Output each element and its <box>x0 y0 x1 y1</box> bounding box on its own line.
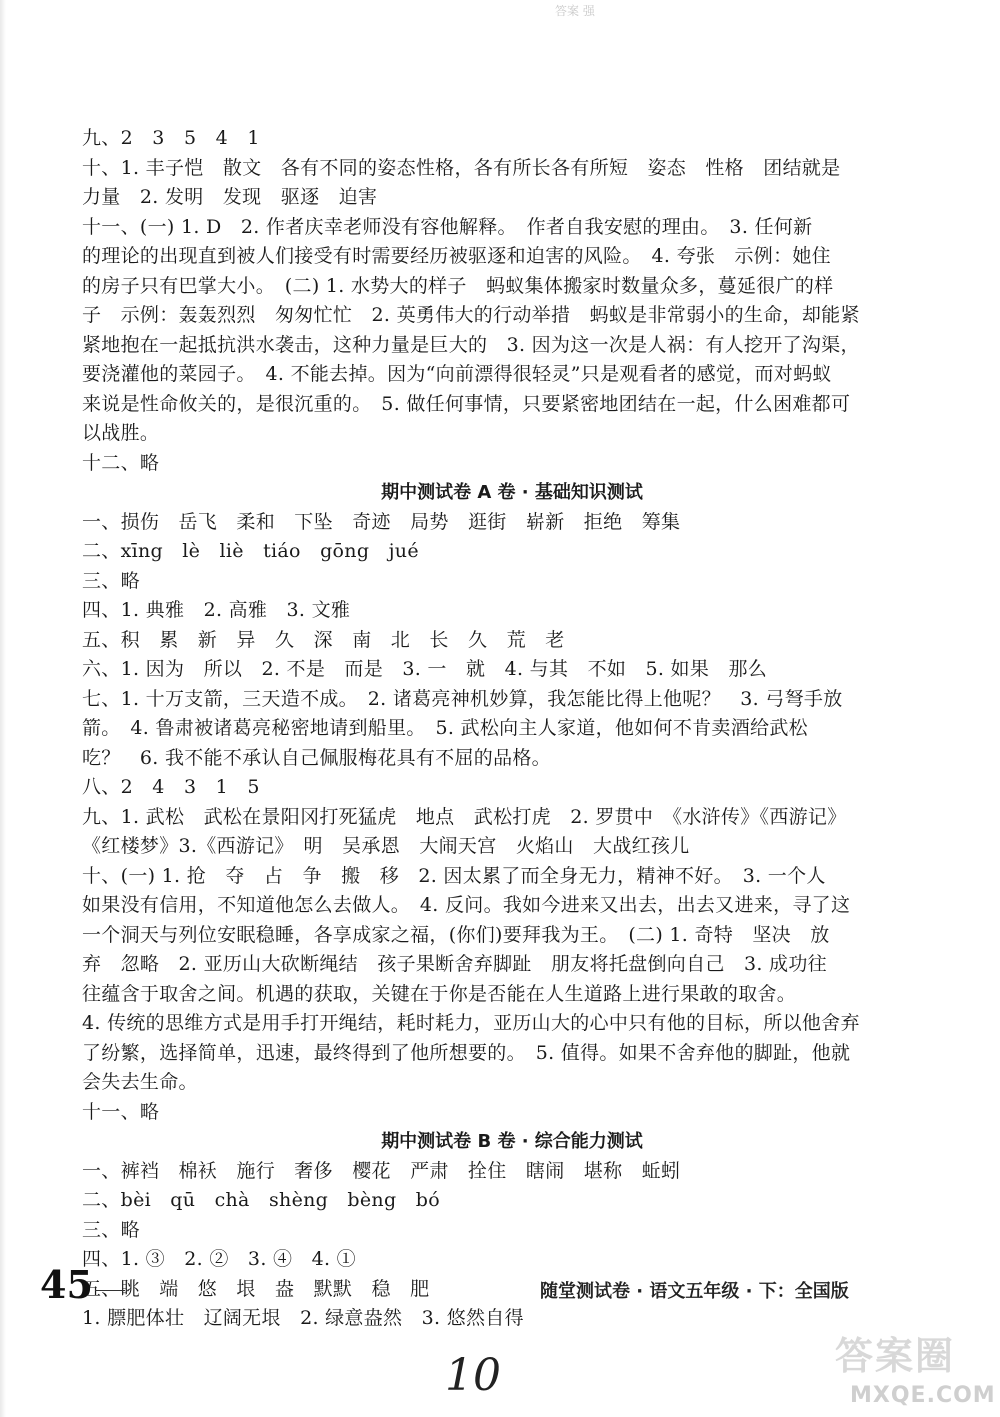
answer-line: 以战胜。 <box>82 422 160 444</box>
answer-line: 五、积 累 新 异 久 深 南 北 长 久 荒 老 <box>82 628 565 651</box>
answer-line: 的房子只有巴掌大小。 (二) 1. 水势大的样子 蚂蚁集体搬家时数量众多，蔓延很广的样 <box>82 274 834 297</box>
answer-line: 的理论的出现直到被人们接受有时需要经历被驱逐和迫害的风险。 4. 夸张 示例：她住 <box>82 245 831 267</box>
answer-line: 六、1. 因为 所以 2. 不是 而是 3. 一 就 4. 与其 不如 5. 如果 那么 <box>82 658 768 680</box>
answer-line: 四、1. 典雅 2. 高雅 3. 文雅 <box>82 599 351 621</box>
answer-line: 往蕴含于取舍之间。机遇的获取，关键在于你是否能在人生道路上进行果敢的取舍。 <box>82 982 797 1005</box>
footer-title: 随堂测试卷 · 语文五年级 · 下：全国版 <box>540 1281 849 1302</box>
answer-line: 八、2 4 3 1 5 <box>82 776 260 798</box>
answer-line: 会失去生命。 <box>82 1071 198 1093</box>
top-smudge-text: 答案 强 <box>555 4 595 18</box>
answer-content <box>82 124 942 1334</box>
answer-line: 力量 2. 发明 发现 驱逐 迫害 <box>82 186 378 208</box>
answer-line: 十一、(一) 1. D 2. 作者庆幸老师没有容他解释。 作者自我安慰的理由。 3. 任何新 <box>82 215 813 238</box>
section-heading: 期中测试卷 B 卷 · 综合能力测试 <box>381 1131 643 1152</box>
answer-line: 一、裤裆 棉袄 施行 奢侈 樱花 严肃 拴住 瞎闹 堪称 蚯蚓 <box>82 1159 681 1182</box>
page-number: 45 <box>40 1262 93 1307</box>
section-heading: 期中测试卷 A 卷 · 基础知识测试 <box>381 482 643 503</box>
answer-line: 子 示例：轰轰烈烈 匆匆忙忙 2. 英勇伟大的行动举措 蚂蚁是非常弱小的生命，却能紧 <box>82 304 860 326</box>
page-edge-shadow <box>0 0 6 1417</box>
answer-line: 箭。 4. 鲁肃被诸葛亮秘密地请到船里。 5. 武松向主人家道，他如何不肯卖酒给武松 <box>82 717 808 739</box>
answer-line: 五、眺 端 悠 垠 盎 默默 稳 肥 <box>82 1277 430 1300</box>
answer-line: 要浇灌他的菜园子。 4. 不能去掉。因为“向前漂得很轻灵”只是观看者的感觉，而对蚂蚁 <box>82 363 832 385</box>
handwritten-note: 10 <box>445 1350 501 1401</box>
answer-line: 1. 膘肥体壮 辽阔无垠 2. 绿意盎然 3. 悠然自得 <box>82 1307 524 1329</box>
answer-line: 十、(一) 1. 抢 夺 占 争 搬 移 2. 因太累了而全身无力，精神不好。 3. 一个人 <box>82 864 826 887</box>
answer-line: 三、略 <box>82 569 140 592</box>
answer-line: 一个洞天与列位安眠稳睡，各享成家之福，(你们)要拜我为王。 (二) 1. 奇特 坚决 放 <box>82 923 830 946</box>
answer-line: 十二、略 <box>82 451 160 474</box>
answer-line: 弃 忽略 2. 亚历山大砍断绳结 孩子果断舍弃脚趾 朋友将托盘倒向自己 3. 成功往 <box>82 953 827 975</box>
answer-line: 吃？ 6. 我不能不承认自己佩服梅花具有不屈的品格。 <box>82 746 551 769</box>
answer-line: 4. 传统的思维方式是用手打开绳结，耗时耗力，亚历山大的心中只有他的目标，所以他舍弃 <box>82 1012 860 1034</box>
answer-line: 如果没有信用，不知道他怎么去做人。 4. 反问。我如今进来又出去，出去又进来，寻了这 <box>82 894 851 916</box>
answer-line: 二、xīng lè liè tiáo gōng jué <box>82 540 419 562</box>
answer-line: 四、1. ③ 2. ② 3. ④ 4. ① <box>82 1248 356 1270</box>
answer-line: 紧地抱在一起抵抗洪水袭击，这种力量是巨大的 3. 因为这一次是人祸：有人挖开了沟渠， <box>82 333 860 356</box>
answer-line: 来说是性命攸关的，是很沉重的。 5. 做任何事情，只要紧密地团结在一起，什么困难都可 <box>82 392 851 415</box>
watermark-logo: 答案圈 <box>835 1334 956 1378</box>
answer-line: 九、2 3 5 4 1 <box>82 127 260 149</box>
answer-line: 十一、略 <box>82 1100 160 1123</box>
watermark-url: MXQE.COM <box>850 1383 996 1408</box>
answer-line: 七、1. 十万支箭，三天造不成。 2. 诸葛亮神机妙算，我怎能比得上他呢？ 3. 弓弩手放 <box>82 687 843 710</box>
answer-line: 九、1. 武松 武松在景阳冈打死猛虎 地点 武松打虎 2. 罗贯中 《水浒传》《西游记》 <box>82 805 847 828</box>
answer-line: 二、bèi qū chà shèng bèng bó <box>82 1189 440 1211</box>
answer-line: 《红楼梦》3.《西游记》 明 吴承恩 大闹天宫 火焰山 大战红孩儿 <box>82 835 690 857</box>
page-number-dash <box>95 1290 125 1291</box>
answer-line: 一、损伤 岳飞 柔和 下坠 奇迹 局势 逛街 崭新 拒绝 筹集 <box>82 510 681 533</box>
answer-line: 十、1. 丰子恺 散文 各有不同的姿态性格，各有所长各有所短 姿态 性格 团结就是 <box>82 156 841 179</box>
answer-line: 三、略 <box>82 1218 140 1241</box>
watermark <box>825 1325 995 1415</box>
answer-line: 了纷繁，选择简单，迅速，最终得到了他所想要的。 5. 值得。如果不舍弃他的脚趾，他就 <box>82 1041 851 1064</box>
